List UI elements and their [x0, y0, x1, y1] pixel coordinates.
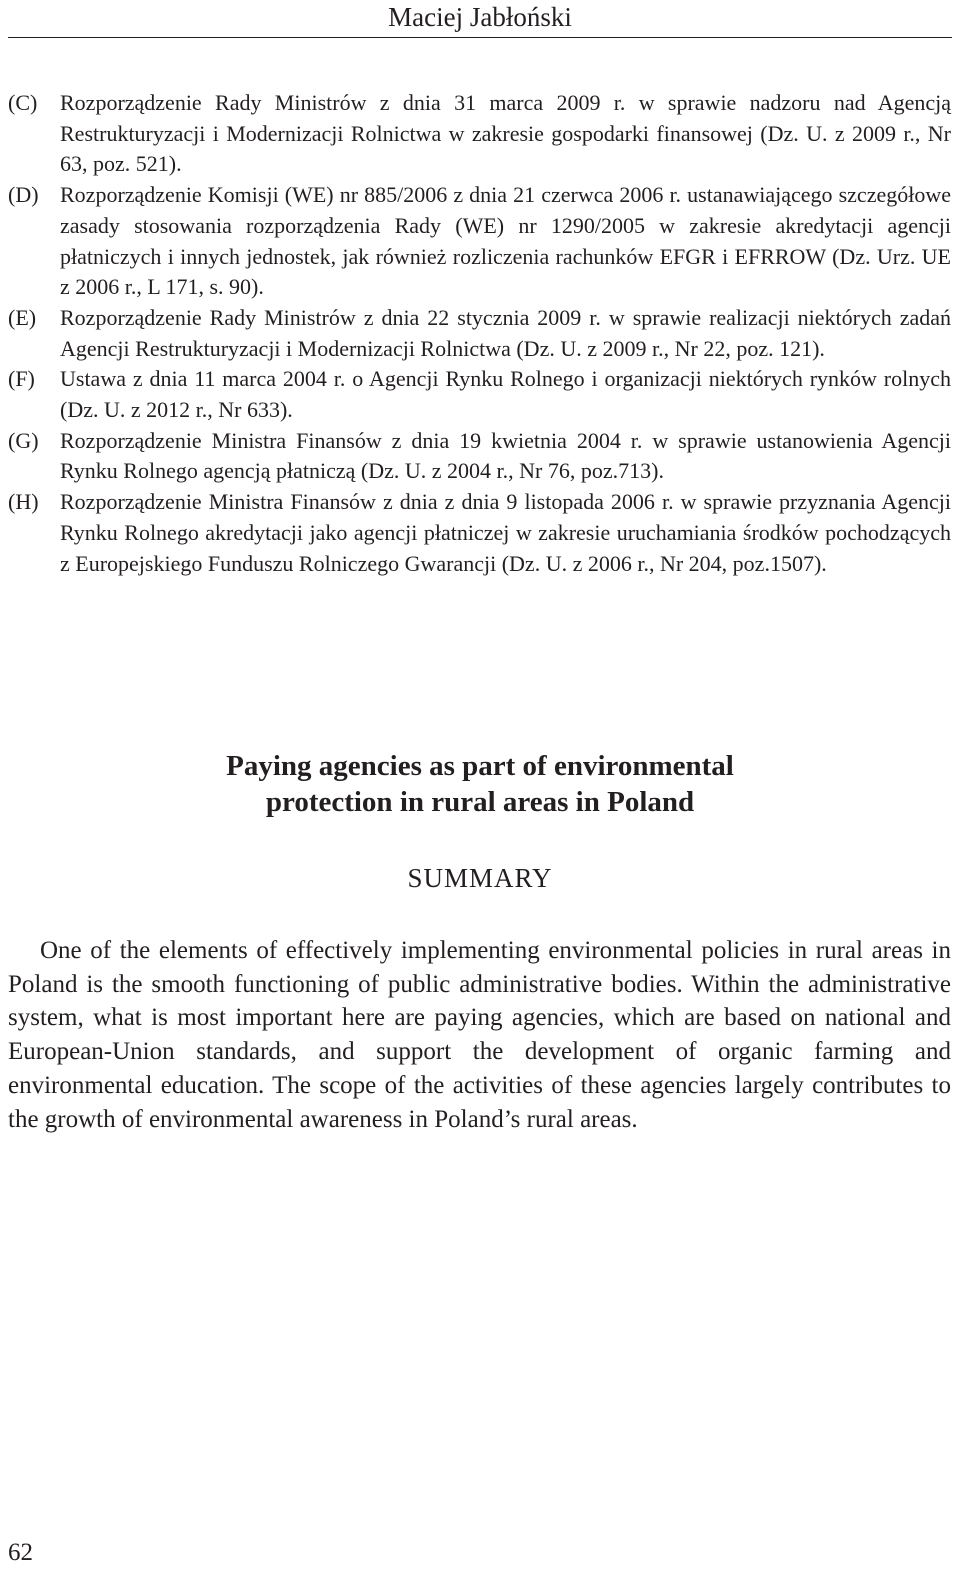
reference-text: Rozporządzenie Rady Ministrów z dnia 22 stycznia 2009 r. w sprawie realizacji niektórych zadań Agencji Restrukturyzacji i Modernizacji Rolnictwa (Dz. U. z 2009 r., Nr 22, poz. 121).	[60, 304, 951, 361]
reference-label: (G)	[8, 427, 39, 453]
reference-item	[8, 180, 951, 303]
reference-label: (F)	[8, 366, 35, 392]
reference-item	[8, 426, 951, 487]
reference-label: (E)	[8, 304, 37, 330]
article-title-line-1: Paying agencies as part of environmental	[226, 750, 734, 782]
reference-text: Rozporządzenie Komisji (WE) nr 885/2006 z dnia 21 czerwca 2006 r. ustanawiającego szczegółowe zasady stosowania rozporządzenia Rady (WE) nr 1290/2005 w zakresie akredytacji agencji płatniczych i innych jednostek, jak również rozliczenia rachunków EFGR i EFRROW (Dz. Urz. UE z 2006 r., L 171, s. 90).	[60, 182, 951, 300]
article-title-line-2: protection in rural areas in Poland	[265, 786, 695, 818]
reference-text: Rozporządzenie Ministra Finansów z dnia 19 kwietnia 2004 r. w sprawie ustanowienia Agencji Rynku Rolnego agencją płatniczą (Dz. U. z 2004 r., Nr 76, poz.713).	[60, 427, 951, 484]
article-title	[8, 748, 952, 820]
reference-list	[8, 88, 951, 579]
summary-heading: SUMMARY	[407, 863, 553, 893]
reference-item	[8, 303, 951, 364]
reference-item	[8, 487, 951, 579]
reference-text: Ustawa z dnia 11 marca 2004 r. o Agencji Rynku Rolnego i organizacji niektórych rynków rolnych (Dz. U. z 2012 r., Nr 633).	[60, 366, 951, 423]
reference-label: (C)	[8, 90, 38, 115]
reference-text: Rozporządzenie Rady Ministrów z dnia 31 marca 2009 r. w sprawie nadzoru nad Agencją Restrukturyzacji i Modernizacji Rolnictwa w zakresie gospodarki finansowej (Dz. U. z 2009 r., Nr 63, poz. 521).	[60, 90, 951, 177]
reference-item	[8, 364, 951, 425]
reference-text: Rozporządzenie Ministra Finansów z dnia z dnia 9 listopada 2006 r. w sprawie przyznania Agencji Rynku Rolnego akredytacji jako agencji płatniczej w zakresie uruchamiania środków pochodzących z Europejskiego Funduszu Rolniczego Gwarancji (Dz. U. z 2006 r., Nr 204, poz.1507).	[60, 489, 951, 576]
page-number: 62	[8, 1539, 33, 1566]
running-head-author: Maciej Jabłoński	[8, 0, 952, 38]
reference-item	[8, 88, 951, 180]
reference-label: (D)	[8, 182, 39, 208]
reference-label: (H)	[8, 489, 39, 515]
summary-paragraph: One of the elements of effectively implementing environmental policies in rural areas in Poland is the smooth functioning of public administrative bodies. Within the administrative system, what is most important here are paying agencies, which are based on national and European-Union standards, and support the development of organic farming and environmental education. The scope of the activities of these agencies largely contributes to the growth of environmental awareness in Poland’s rural areas.	[8, 937, 951, 1133]
